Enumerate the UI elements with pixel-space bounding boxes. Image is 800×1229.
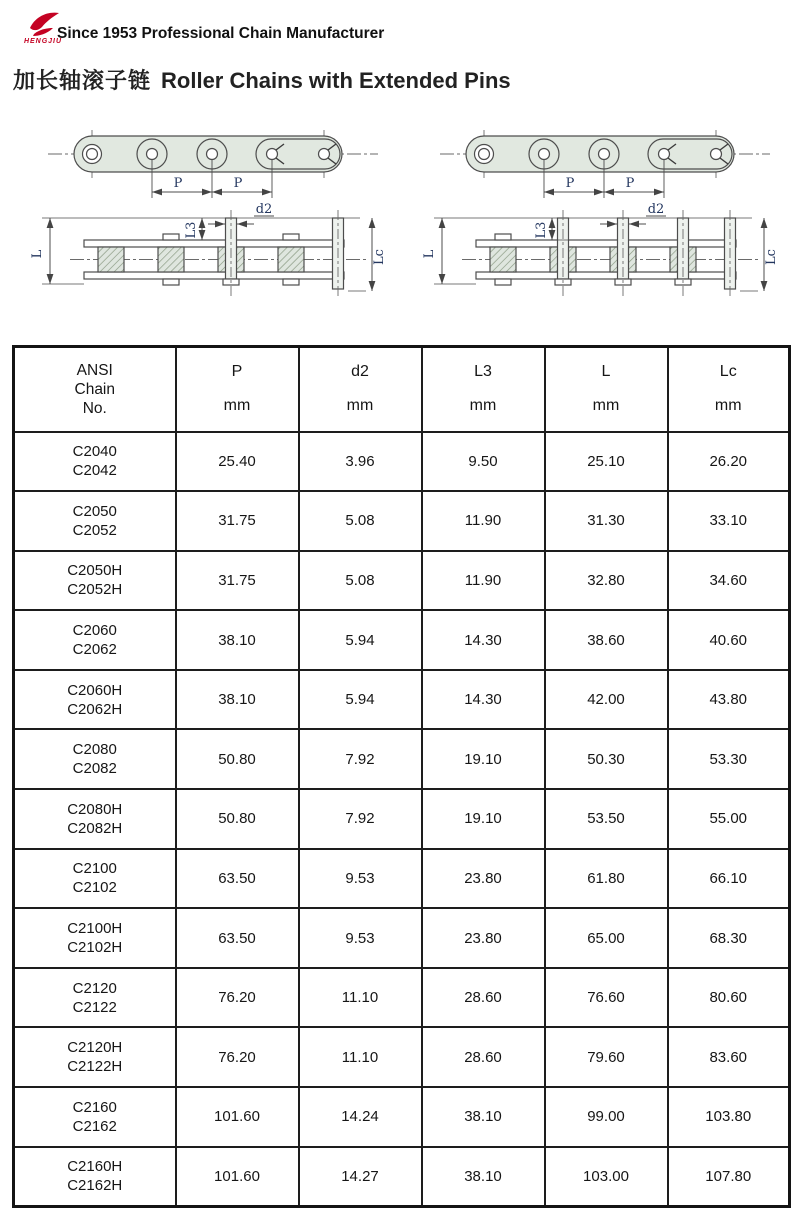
value-cell-l: 38.60	[545, 610, 668, 670]
value-cell-d2: 3.96	[299, 432, 422, 492]
value-cell-l3: 9.50	[422, 432, 545, 492]
value-cell-l3: 19.10	[422, 789, 545, 849]
value-cell-l3: 23.80	[422, 908, 545, 968]
chain-no-line1: C2060H	[67, 681, 123, 699]
chain-no-cell	[14, 432, 176, 492]
chain-no-line1: C2080H	[67, 800, 123, 818]
header-col-lc: Lc mm	[668, 347, 790, 432]
value-cell-p: 101.60	[176, 1147, 299, 1207]
value-cell-lc: 43.80	[668, 670, 790, 730]
value-cell-l3: 14.30	[422, 670, 545, 730]
chain-no-line1: C2160	[72, 1098, 117, 1116]
chain-no-line2: C2052	[72, 521, 117, 539]
dim-label-l: L	[422, 249, 437, 259]
value-cell-lc: 107.80	[668, 1147, 790, 1207]
value-cell-p: 50.80	[176, 789, 299, 849]
chain-no-line1: C2050	[72, 502, 117, 520]
value-cell-d2: 7.92	[299, 789, 422, 849]
chain-no-line2: C2122	[72, 998, 117, 1016]
table-row	[14, 670, 790, 730]
value-cell-lc: 53.30	[668, 729, 790, 789]
brand-tagline: Since 1953 Professional Chain Manufacturer	[57, 25, 385, 42]
value-cell-p: 50.80	[176, 729, 299, 789]
value-cell-d2: 11.10	[299, 968, 422, 1028]
chain-no-line2: C2082H	[67, 819, 123, 837]
spec-table	[12, 345, 791, 1208]
value-cell-p: 76.20	[176, 968, 299, 1028]
value-cell-lc: 83.60	[668, 1027, 790, 1087]
value-cell-d2: 5.94	[299, 610, 422, 670]
value-cell-l: 42.00	[545, 670, 668, 730]
value-cell-l3: 38.10	[422, 1087, 545, 1147]
header-chain-line2: Chain	[74, 380, 115, 398]
chain-no-line2: C2122H	[67, 1058, 123, 1076]
value-cell-l3: 38.10	[422, 1147, 545, 1207]
value-cell-p: 63.50	[176, 908, 299, 968]
value-cell-d2: 7.92	[299, 729, 422, 789]
value-cell-d2: 9.53	[299, 849, 422, 909]
value-cell-l3: 28.60	[422, 968, 545, 1028]
table-row	[14, 789, 790, 849]
chain-no-line2: C2042	[72, 462, 117, 480]
value-cell-l3: 11.90	[422, 491, 545, 551]
chain-no-cell	[14, 729, 176, 789]
value-cell-d2: 5.08	[299, 551, 422, 611]
table-row	[14, 491, 790, 551]
dim-label-l: L	[30, 249, 45, 259]
page-title-en: Roller Chains with Extended Pins	[161, 68, 511, 93]
table-row	[14, 432, 790, 492]
chain-no-line1: C2100H	[67, 920, 123, 938]
header-chain-no	[14, 347, 176, 432]
header-col-l3: L3 mm	[422, 347, 545, 432]
page-title	[13, 64, 511, 95]
chain-drawing-alternate-pins	[26, 112, 398, 318]
value-cell-l: 103.00	[545, 1147, 668, 1207]
spec-table-header	[14, 347, 790, 432]
value-cell-p: 63.50	[176, 849, 299, 909]
chain-no-line1: C2080	[72, 741, 117, 759]
chain-no-cell	[14, 610, 176, 670]
value-cell-p: 25.40	[176, 432, 299, 492]
value-cell-lc: 68.30	[668, 908, 790, 968]
dim-label-l3: L3	[184, 221, 199, 239]
value-cell-lc: 80.60	[668, 968, 790, 1028]
chain-no-line1: C2050H	[67, 562, 123, 580]
value-cell-p: 31.75	[176, 491, 299, 551]
value-cell-l: 50.30	[545, 729, 668, 789]
chain-no-line2: C2062H	[67, 700, 123, 718]
dim-label-lc: Lc	[764, 249, 779, 265]
chain-no-cell	[14, 968, 176, 1028]
value-cell-l: 79.60	[545, 1027, 668, 1087]
header-col-d2: d2 mm	[299, 347, 422, 432]
value-cell-l: 76.60	[545, 968, 668, 1028]
value-cell-p: 38.10	[176, 670, 299, 730]
page-title-zh: 加长轴滚子链	[13, 68, 152, 93]
value-cell-l: 65.00	[545, 908, 668, 968]
value-cell-lc: 66.10	[668, 849, 790, 909]
table-row	[14, 1087, 790, 1147]
chain-no-line2: C2162H	[67, 1177, 123, 1195]
chain-no-cell	[14, 1147, 176, 1207]
value-cell-d2: 9.53	[299, 908, 422, 968]
chain-no-line2: C2052H	[67, 581, 123, 599]
dim-label-pitch-2: P	[625, 176, 635, 191]
value-cell-lc: 55.00	[668, 789, 790, 849]
chain-no-cell	[14, 551, 176, 611]
value-cell-l3: 23.80	[422, 849, 545, 909]
value-cell-l: 25.10	[545, 432, 668, 492]
table-row	[14, 1027, 790, 1087]
chain-no-cell	[14, 491, 176, 551]
value-cell-l: 53.50	[545, 789, 668, 849]
value-cell-d2: 14.27	[299, 1147, 422, 1207]
value-cell-d2: 14.24	[299, 1087, 422, 1147]
table-row	[14, 551, 790, 611]
header-col-p: P mm	[176, 347, 299, 432]
table-body	[14, 432, 790, 1207]
dim-label-pitch-1: P	[565, 176, 575, 191]
value-cell-lc: 33.10	[668, 491, 790, 551]
value-cell-d2: 5.94	[299, 670, 422, 730]
value-cell-l: 32.80	[545, 551, 668, 611]
chain-no-cell	[14, 789, 176, 849]
chain-no-line1: C2160H	[67, 1158, 123, 1176]
header-chain-line3: No.	[82, 399, 107, 417]
dim-label-l3: L3	[534, 221, 549, 239]
value-cell-l3: 19.10	[422, 729, 545, 789]
chain-no-line2: C2082	[72, 760, 117, 778]
chain-drawing-every-pitch-pins	[418, 112, 790, 318]
header-row	[14, 347, 790, 432]
chain-no-cell	[14, 1027, 176, 1087]
value-cell-p: 38.10	[176, 610, 299, 670]
value-cell-l3: 28.60	[422, 1027, 545, 1087]
table-row	[14, 1147, 790, 1207]
chain-no-line1: C2040	[72, 443, 117, 461]
hengjiu-logo-icon	[22, 10, 62, 40]
table-row	[14, 968, 790, 1028]
chain-no-line2: C2062	[72, 641, 117, 659]
dim-label-lc: Lc	[372, 249, 387, 265]
logo-wordmark: HENGJIU	[23, 38, 63, 45]
value-cell-l: 61.80	[545, 849, 668, 909]
chain-no-cell	[14, 670, 176, 730]
table-row	[14, 908, 790, 968]
value-cell-lc: 103.80	[668, 1087, 790, 1147]
table-row	[14, 729, 790, 789]
value-cell-d2: 11.10	[299, 1027, 422, 1087]
value-cell-p: 76.20	[176, 1027, 299, 1087]
header-chain-line1: ANSI	[76, 361, 113, 379]
table-row	[14, 849, 790, 909]
chain-no-cell	[14, 908, 176, 968]
chain-no-line1: C2100	[72, 860, 117, 878]
value-cell-d2: 5.08	[299, 491, 422, 551]
value-cell-l: 99.00	[545, 1087, 668, 1147]
chain-no-line1: C2120	[72, 979, 117, 997]
dim-label-d2: d2	[255, 202, 273, 217]
header-col-l: L mm	[545, 347, 668, 432]
value-cell-l3: 11.90	[422, 551, 545, 611]
value-cell-p: 31.75	[176, 551, 299, 611]
chain-no-line2: C2102	[72, 879, 117, 897]
chain-no-cell	[14, 1087, 176, 1147]
value-cell-lc: 26.20	[668, 432, 790, 492]
chain-no-line2: C2162	[72, 1117, 117, 1135]
chain-no-line2: C2102H	[67, 939, 123, 957]
value-cell-lc: 40.60	[668, 610, 790, 670]
value-cell-lc: 34.60	[668, 551, 790, 611]
value-cell-p: 101.60	[176, 1087, 299, 1147]
dim-label-d2: d2	[647, 202, 665, 217]
dim-label-pitch-2: P	[233, 176, 243, 191]
chain-no-line1: C2120H	[67, 1039, 123, 1057]
table-row	[14, 610, 790, 670]
chain-no-cell	[14, 849, 176, 909]
value-cell-l3: 14.30	[422, 610, 545, 670]
value-cell-l: 31.30	[545, 491, 668, 551]
chain-no-line1: C2060	[72, 622, 117, 640]
dim-label-pitch-1: P	[173, 176, 183, 191]
